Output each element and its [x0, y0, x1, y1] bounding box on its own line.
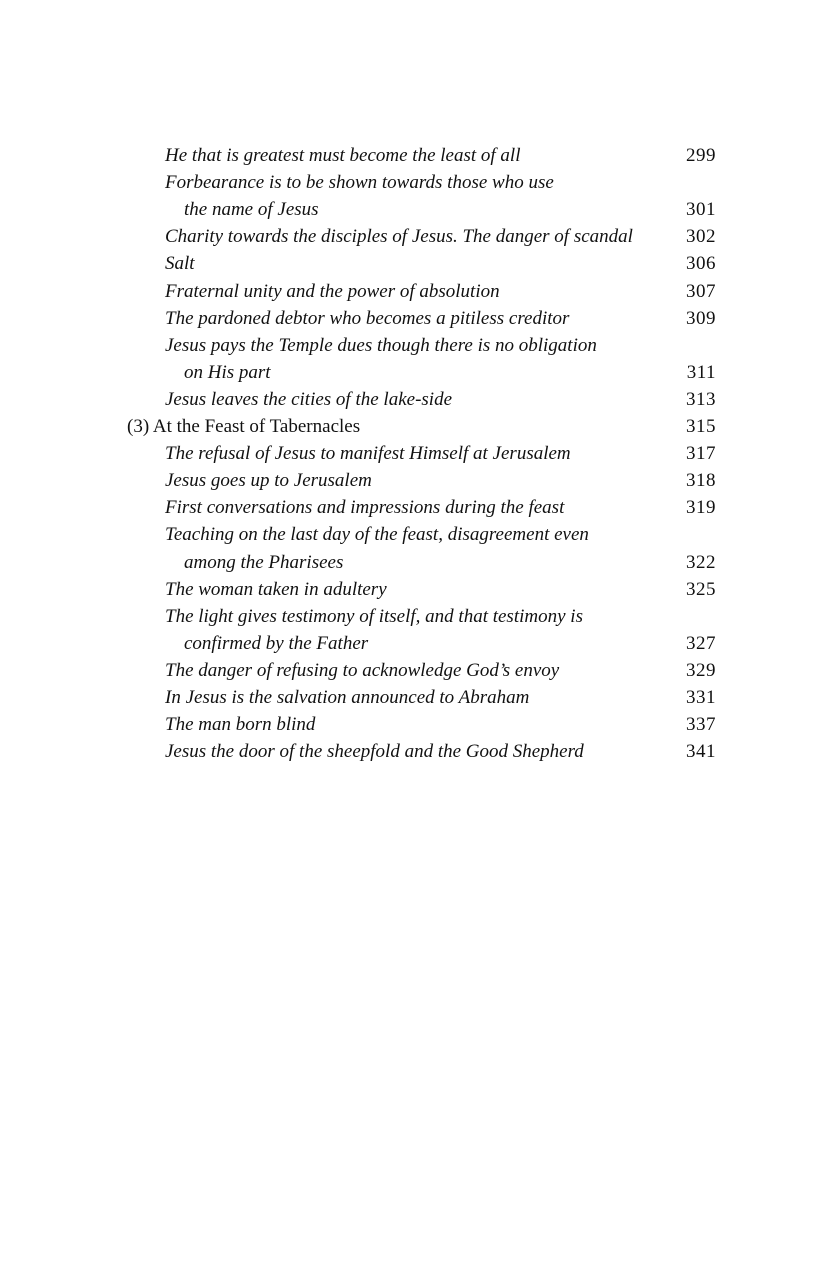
toc-entry: [0, 359, 825, 386]
toc-entry-title: Charity towards the disciples of Jesus. The danger of scandal: [165, 226, 633, 248]
toc-entry: [0, 305, 825, 332]
toc-entry-title: Forbearance is to be shown towards those who use: [165, 172, 554, 194]
toc-entry: [0, 196, 825, 223]
toc-entry: [0, 440, 825, 467]
toc-entry-title: among the Pharisees: [184, 551, 344, 573]
toc-entry-title: Salt: [165, 253, 195, 275]
toc-entry-title: The danger of refusing to acknowledge God’s envoy: [165, 659, 560, 681]
toc-entry-title: Teaching on the last day of the feast, disagreement even: [165, 524, 589, 546]
toc-page-number: 329: [686, 659, 716, 681]
toc-page-number: 309: [686, 307, 716, 329]
toc-entry: [0, 223, 825, 250]
toc-entry-title: The woman taken in adultery: [165, 578, 387, 600]
toc-page-number: 315: [686, 416, 716, 437]
toc-page-number: 306: [686, 253, 716, 275]
toc-entry-title: on His part: [184, 361, 271, 383]
toc-page-number: 311: [686, 361, 716, 383]
toc-entry: [0, 603, 825, 630]
toc-entry-title: Jesus pays the Temple dues though there is no obligation: [165, 334, 597, 356]
toc-page-number: 317: [686, 443, 716, 465]
toc-entry-title: The refusal of Jesus to manifest Himself at Jerusalem: [165, 443, 571, 465]
toc-entry: [0, 332, 825, 359]
toc-page-number: 301: [686, 199, 716, 221]
toc-entry: [0, 521, 825, 548]
toc-page-number: 325: [686, 578, 716, 600]
toc-page-number: 327: [686, 632, 716, 654]
toc-entry: [0, 250, 825, 277]
toc-page-number: 322: [686, 551, 716, 573]
toc-entry-title: The man born blind: [165, 714, 316, 736]
toc-entry: [0, 494, 825, 521]
toc-entry: [0, 630, 825, 657]
toc-entry-title: (3) At the Feast of Tabernacles: [127, 416, 361, 437]
toc-entry-title: Fraternal unity and the power of absolution: [165, 280, 500, 302]
toc-page-number: 299: [686, 145, 716, 166]
toc-page-number: 319: [686, 497, 716, 519]
toc-page-number: 302: [686, 226, 716, 248]
toc-entry-title: First conversations and impressions during the feast: [165, 497, 565, 519]
toc-entry: [0, 169, 825, 196]
toc-entry-title: In Jesus is the salvation announced to Abraham: [165, 687, 530, 708]
toc-page-number: 337: [686, 714, 716, 736]
toc-page-number: 313: [686, 388, 716, 410]
toc-entry: [0, 549, 825, 576]
toc-entry: [0, 576, 825, 603]
toc-entry-title: Jesus the door of the sheepfold and the Good Shepherd: [165, 741, 584, 763]
toc-entry-title: confirmed by the Father: [184, 632, 369, 654]
toc-entry: [0, 711, 825, 738]
toc-entry-title: He that is greatest must become the least of all: [165, 145, 521, 166]
toc-entry: [0, 278, 825, 305]
toc-entry-title: The pardoned debtor who becomes a pitiless creditor: [165, 307, 570, 329]
toc-entry: [0, 657, 825, 684]
toc-entry-title: The light gives testimony of itself, and that testimony is: [165, 605, 583, 627]
toc-entry: [0, 142, 825, 169]
toc-entry: [0, 467, 825, 494]
toc-page-number: 331: [686, 687, 716, 708]
toc-entry-title: Jesus goes up to Jerusalem: [165, 470, 372, 492]
toc-entry: [0, 386, 825, 413]
toc-page-number: 318: [686, 470, 716, 492]
toc-page-number: 307: [686, 280, 716, 302]
toc-page-number: 341: [686, 741, 716, 763]
toc-entry-title: the name of Jesus: [184, 199, 319, 221]
toc-entry: [0, 684, 825, 711]
toc-section-heading: [0, 413, 825, 440]
toc-entry-title: Jesus leaves the cities of the lake-side: [165, 388, 453, 410]
toc-entry: [0, 738, 825, 765]
